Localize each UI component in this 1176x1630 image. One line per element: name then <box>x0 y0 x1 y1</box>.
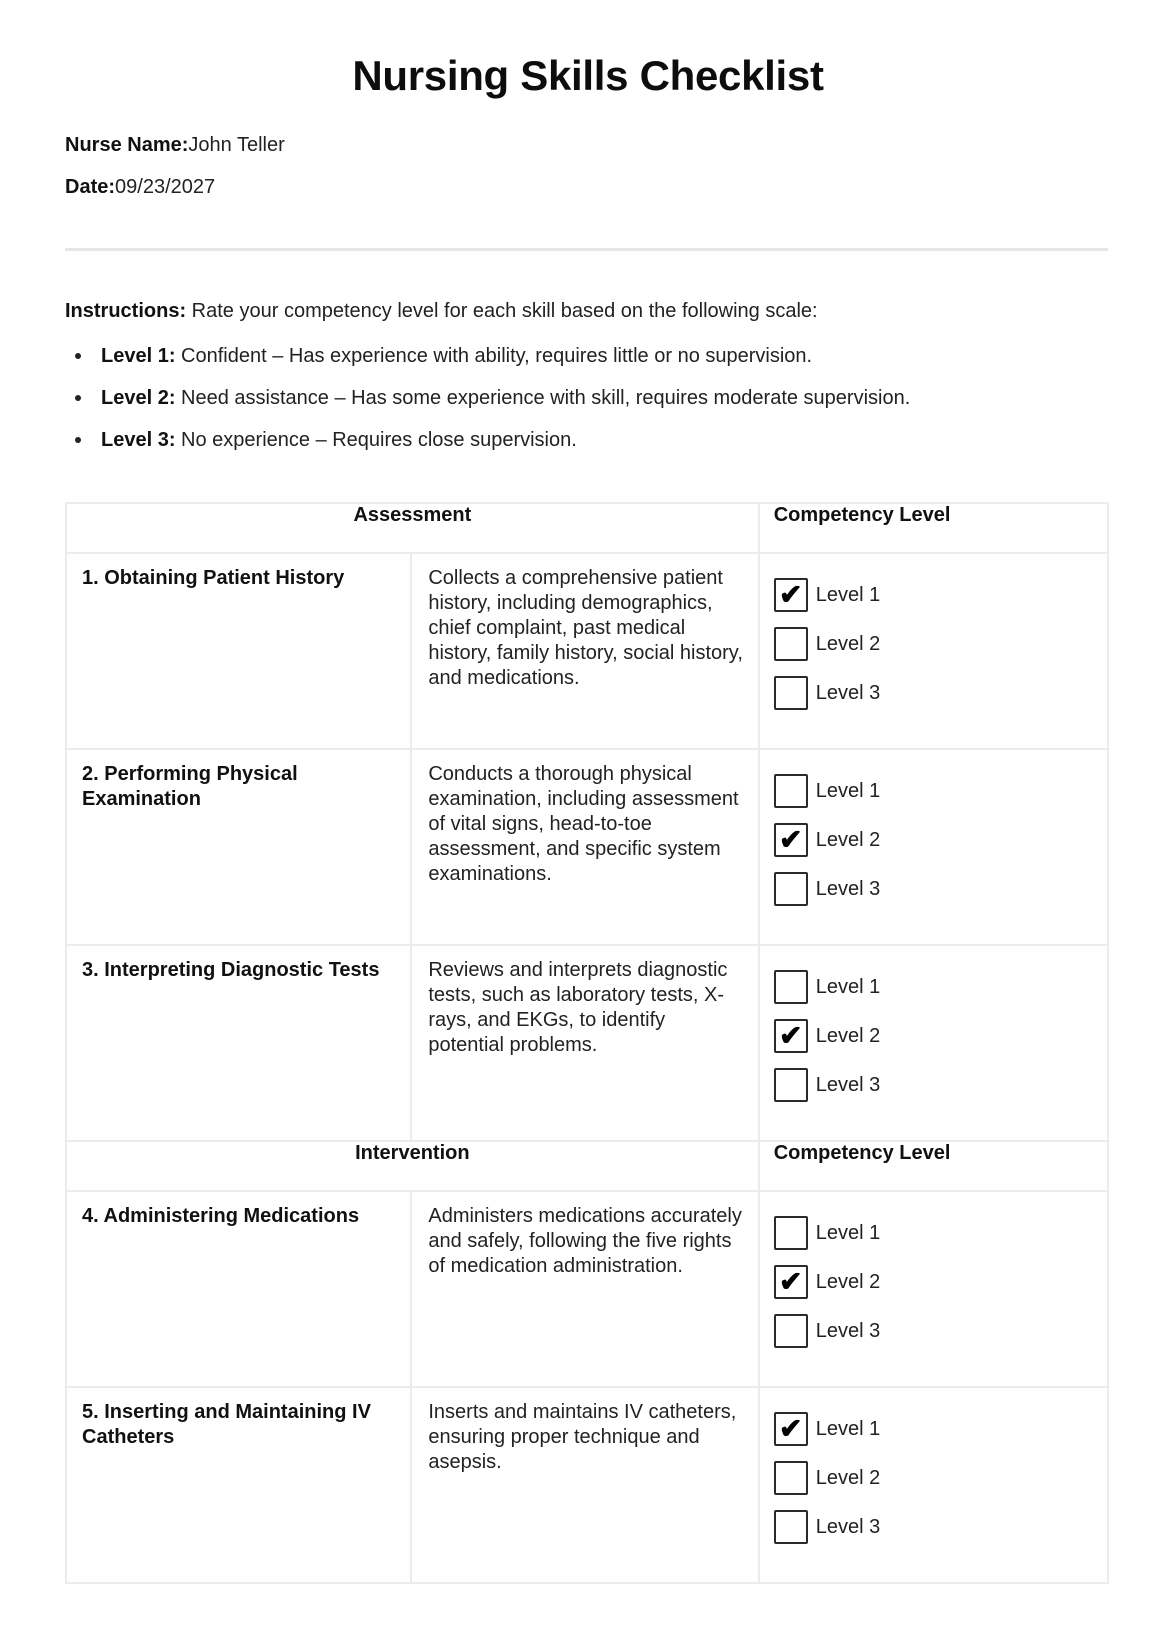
skill-description: Reviews and interprets diagnostic tests, such as laboratory tests, X-rays, and EKGs, to identify potential problems. <box>411 945 758 1141</box>
skills-checklist-table <box>65 502 1109 1584</box>
checkbox-checked-icon[interactable]: ✔ <box>774 1265 808 1299</box>
competency-options <box>759 553 1108 749</box>
level-label: Level 1 <box>815 975 881 998</box>
level-label: Level 3 <box>815 1073 881 1096</box>
checkbox-empty-icon[interactable] <box>774 872 808 906</box>
checkbox-empty-icon[interactable] <box>774 774 808 808</box>
scale-description: No experience – Requires close supervision. <box>175 429 577 451</box>
page-title: Nursing Skills Checklist <box>352 52 824 99</box>
checkbox-empty-icon[interactable] <box>774 1314 808 1348</box>
bullet-icon <box>75 395 81 401</box>
level-3-option[interactable] <box>774 872 1097 906</box>
level-2-option[interactable] <box>774 1019 1097 1053</box>
table-row <box>66 945 1108 1141</box>
checkbox-checked-icon[interactable]: ✔ <box>774 1412 808 1446</box>
date-value: 09/23/2027 <box>115 176 216 198</box>
level-3-option[interactable] <box>774 676 1097 710</box>
table-row <box>66 1387 1108 1583</box>
bullet-icon <box>75 353 81 359</box>
competency-options <box>759 749 1108 945</box>
level-1-option[interactable] <box>774 774 1097 808</box>
checkbox-checked-icon[interactable]: ✔ <box>774 578 808 612</box>
level-label: Level 1 <box>815 1417 881 1440</box>
level-label: Level 1 <box>815 1221 881 1244</box>
nurse-name-row <box>65 134 285 157</box>
checkbox-checked-icon[interactable]: ✔ <box>774 1019 808 1053</box>
level-2-option[interactable] <box>774 627 1097 661</box>
level-2-option[interactable] <box>774 1265 1097 1299</box>
checkbox-empty-icon[interactable] <box>774 1510 808 1544</box>
competency-scale-list <box>75 345 910 471</box>
table-row <box>66 749 1108 945</box>
skill-description: Inserts and maintains IV catheters, ensuring proper technique and asepsis. <box>411 1387 758 1583</box>
competency-options <box>759 1387 1108 1583</box>
skill-description: Conducts a thorough physical examination, including assessment of vital signs, head-to-toe assessment, and specific system examinations. <box>411 749 758 945</box>
level-label: Level 2 <box>815 828 881 851</box>
scale-item <box>75 429 910 471</box>
level-label: Level 2 <box>815 1466 881 1489</box>
competency-header: Competency Level <box>759 503 1108 553</box>
level-1-option[interactable] <box>774 578 1097 612</box>
level-label: Level 2 <box>815 1024 881 1047</box>
competency-options <box>759 1191 1108 1387</box>
date-label: Date: <box>65 176 116 198</box>
instructions-label: Instructions: <box>65 300 187 322</box>
date-row <box>65 176 215 199</box>
scale-item <box>75 345 910 387</box>
instructions-text: Rate your competency level for each skill based on the following scale: <box>186 300 818 322</box>
section-header-intervention <box>66 1141 1108 1191</box>
level-1-option[interactable] <box>774 970 1097 1004</box>
skill-description: Collects a comprehensive patient history, including demographics, chief complaint, past medical history, family history, social history, and medications. <box>411 553 758 749</box>
level-3-option[interactable] <box>774 1068 1097 1102</box>
level-label: Level 3 <box>815 877 881 900</box>
checkbox-empty-icon[interactable] <box>774 676 808 710</box>
skill-name: 1. Obtaining Patient History <box>66 553 411 749</box>
skill-name: 2. Performing Physical Examination <box>66 749 411 945</box>
section-title: Intervention <box>66 1141 759 1191</box>
scale-level: Level 3: <box>101 429 176 451</box>
scale-description: Confident – Has experience with ability, requires little or no supervision. <box>175 345 813 367</box>
level-2-option[interactable] <box>774 823 1097 857</box>
scale-level: Level 1: <box>101 345 176 367</box>
checkbox-empty-icon[interactable] <box>774 970 808 1004</box>
checkbox-empty-icon[interactable] <box>774 1068 808 1102</box>
nurse-name-label: Nurse Name: <box>65 134 189 156</box>
checkbox-checked-icon[interactable]: ✔ <box>774 823 808 857</box>
table-row <box>66 553 1108 749</box>
bullet-icon <box>75 437 81 443</box>
divider <box>65 248 1108 251</box>
level-3-option[interactable] <box>774 1510 1097 1544</box>
section-title: Assessment <box>66 503 759 553</box>
skill-name: 3. Interpreting Diagnostic Tests <box>66 945 411 1141</box>
level-label: Level 2 <box>815 1270 881 1293</box>
level-label: Level 2 <box>815 632 881 655</box>
nurse-name-value: John Teller <box>188 134 285 156</box>
level-label: Level 3 <box>815 1515 881 1538</box>
level-2-option[interactable] <box>774 1461 1097 1495</box>
checkbox-empty-icon[interactable] <box>774 1216 808 1250</box>
level-label: Level 1 <box>815 583 881 606</box>
checkbox-empty-icon[interactable] <box>774 1461 808 1495</box>
skill-name: 4. Administering Medications <box>66 1191 411 1387</box>
section-header-assessment <box>66 503 1108 553</box>
level-label: Level 3 <box>815 1319 881 1342</box>
instructions <box>65 300 818 323</box>
scale-level: Level 2: <box>101 387 176 409</box>
level-3-option[interactable] <box>774 1314 1097 1348</box>
table-row <box>66 1191 1108 1387</box>
competency-options <box>759 945 1108 1141</box>
level-1-option[interactable] <box>774 1412 1097 1446</box>
scale-item <box>75 387 910 429</box>
skill-name: 5. Inserting and Maintaining IV Catheters <box>66 1387 411 1583</box>
checkbox-empty-icon[interactable] <box>774 627 808 661</box>
competency-header: Competency Level <box>759 1141 1108 1191</box>
level-1-option[interactable] <box>774 1216 1097 1250</box>
scale-description: Need assistance – Has some experience with skill, requires moderate supervision. <box>175 387 911 409</box>
level-label: Level 3 <box>815 681 881 704</box>
level-label: Level 1 <box>815 779 881 802</box>
skill-description: Administers medications accurately and safely, following the five rights of medication administration. <box>411 1191 758 1387</box>
